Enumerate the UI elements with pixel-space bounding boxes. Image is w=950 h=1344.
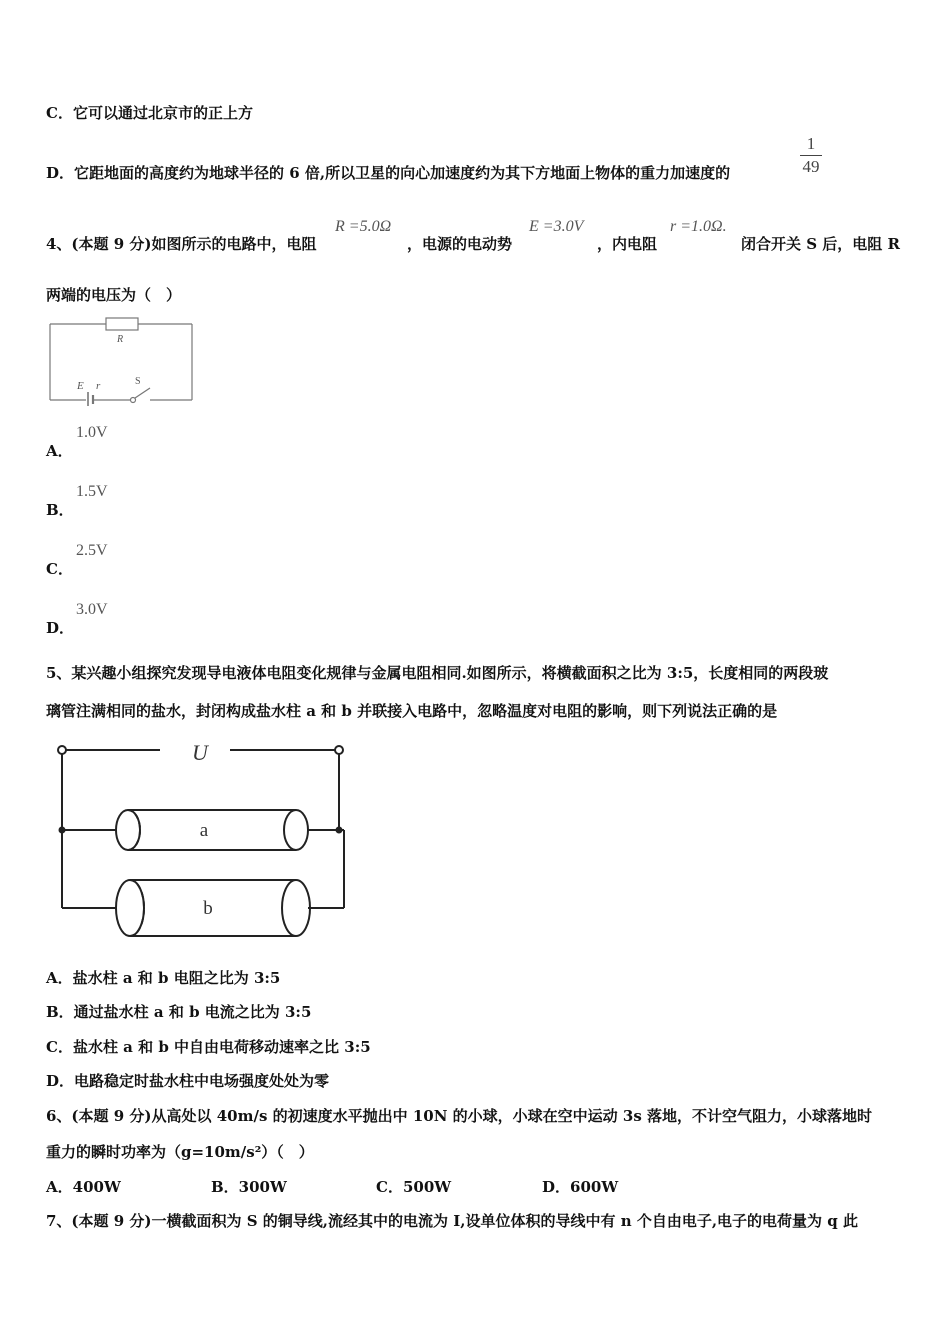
q6-option-d: D．600W: [542, 1178, 619, 1196]
q5-option-d: D．电路稳定时盐水柱中电场强度处处为零: [46, 1072, 330, 1090]
q3-option-d-fraction: [800, 134, 822, 177]
junction-left: [59, 827, 66, 834]
q4-emf-value: E =3.0V: [529, 218, 584, 235]
q4-option-d-label: D．: [46, 619, 75, 637]
circuit-label-emf: E: [77, 380, 84, 392]
q4-stem-line2: 两端的电压为（ ）: [46, 286, 182, 304]
q4-stem-a: 4、(本题 9 分)如图所示的电路中，电阻: [46, 235, 317, 253]
fraction-denominator: 49: [802, 157, 820, 176]
q4-stem-b: ，电源的电动势: [407, 235, 513, 253]
circuit-label-internal-r: r: [96, 380, 101, 392]
q4-option-b-label: B．: [46, 501, 74, 519]
q4-option-a-value: 1.0V: [76, 424, 108, 441]
q5-option-b: B．通过盐水柱 a 和 b 电流之比为 3:5: [46, 1003, 312, 1021]
q4-circuit-diagram: [44, 312, 196, 408]
q5-saltwater-column-diagram: [52, 736, 352, 948]
q4-resistance-value: R =5.0Ω: [335, 218, 392, 235]
column-b-label: b: [203, 898, 213, 919]
q4-option-d-value: 3.0V: [76, 601, 108, 618]
q6-stem-line1: 6、(本题 9 分)从高处以 40m/s 的初速度水平抛出中 10N 的小球，小球在空中运动 3s 落地，不计空气阻力，小球落地时: [46, 1107, 872, 1125]
voltage-label: U: [192, 740, 208, 765]
q4-internal-resistance-value: r =1.0Ω.: [670, 218, 727, 235]
q4-option-c-label: C．: [46, 560, 73, 578]
q7-stem-line1: 7、(本题 9 分)一横截面积为 S 的铜导线,流经其中的电流为 I,设单位体积的导线中有 n 个自由电子,电子的电荷量为 q 此: [46, 1212, 858, 1230]
q4-option-c-value: 2.5V: [76, 542, 108, 559]
fraction-bar: [800, 155, 822, 156]
q4-stem-d: 闭合开关 S 后，电阻 R: [741, 235, 900, 253]
q4-option-b-value: 1.5V: [76, 483, 108, 500]
q5-stem-line2: 璃管注满相同的盐水，封闭构成盐水柱 a 和 b 并联接入电路中，忽略温度对电阻的影响，则下列说法正确的是: [46, 702, 778, 720]
q6-stem-line2: 重力的瞬时功率为（g=10m/s²）（ ）: [46, 1143, 314, 1161]
q6-option-a: A．400W: [46, 1178, 121, 1196]
circuit-label-r-resistor: R: [116, 334, 124, 345]
q5-option-a: A．盐水柱 a 和 b 电阻之比为 3:5: [46, 969, 281, 987]
q6-option-c: C．500W: [376, 1178, 452, 1196]
circuit-label-switch: S: [135, 376, 141, 387]
q3-option-c: C．它可以通过北京市的正上方: [46, 104, 253, 122]
q5-option-c: C．盐水柱 a 和 b 中自由电荷移动速率之比 3:5: [46, 1038, 371, 1056]
junction-right: [336, 827, 343, 834]
q3-option-d: D．它距地面的高度约为地球半径的 6 倍,所以卫星的向心加速度约为其下方地面上物体的重力加速度的: [46, 164, 731, 182]
fraction-numerator: 1: [806, 134, 816, 153]
q4-stem-c: ，内电阻: [597, 235, 658, 253]
q5-stem-line1: 5、某兴趣小组探究发现导电液体电阻变化规律与金属电阻相同.如图所示，将横截面积之比为 3:5，长度相同的两段玻: [46, 664, 829, 682]
q6-option-b: B．300W: [211, 1178, 287, 1196]
column-a-label: a: [199, 820, 209, 841]
q4-option-a-label: A．: [46, 442, 73, 460]
